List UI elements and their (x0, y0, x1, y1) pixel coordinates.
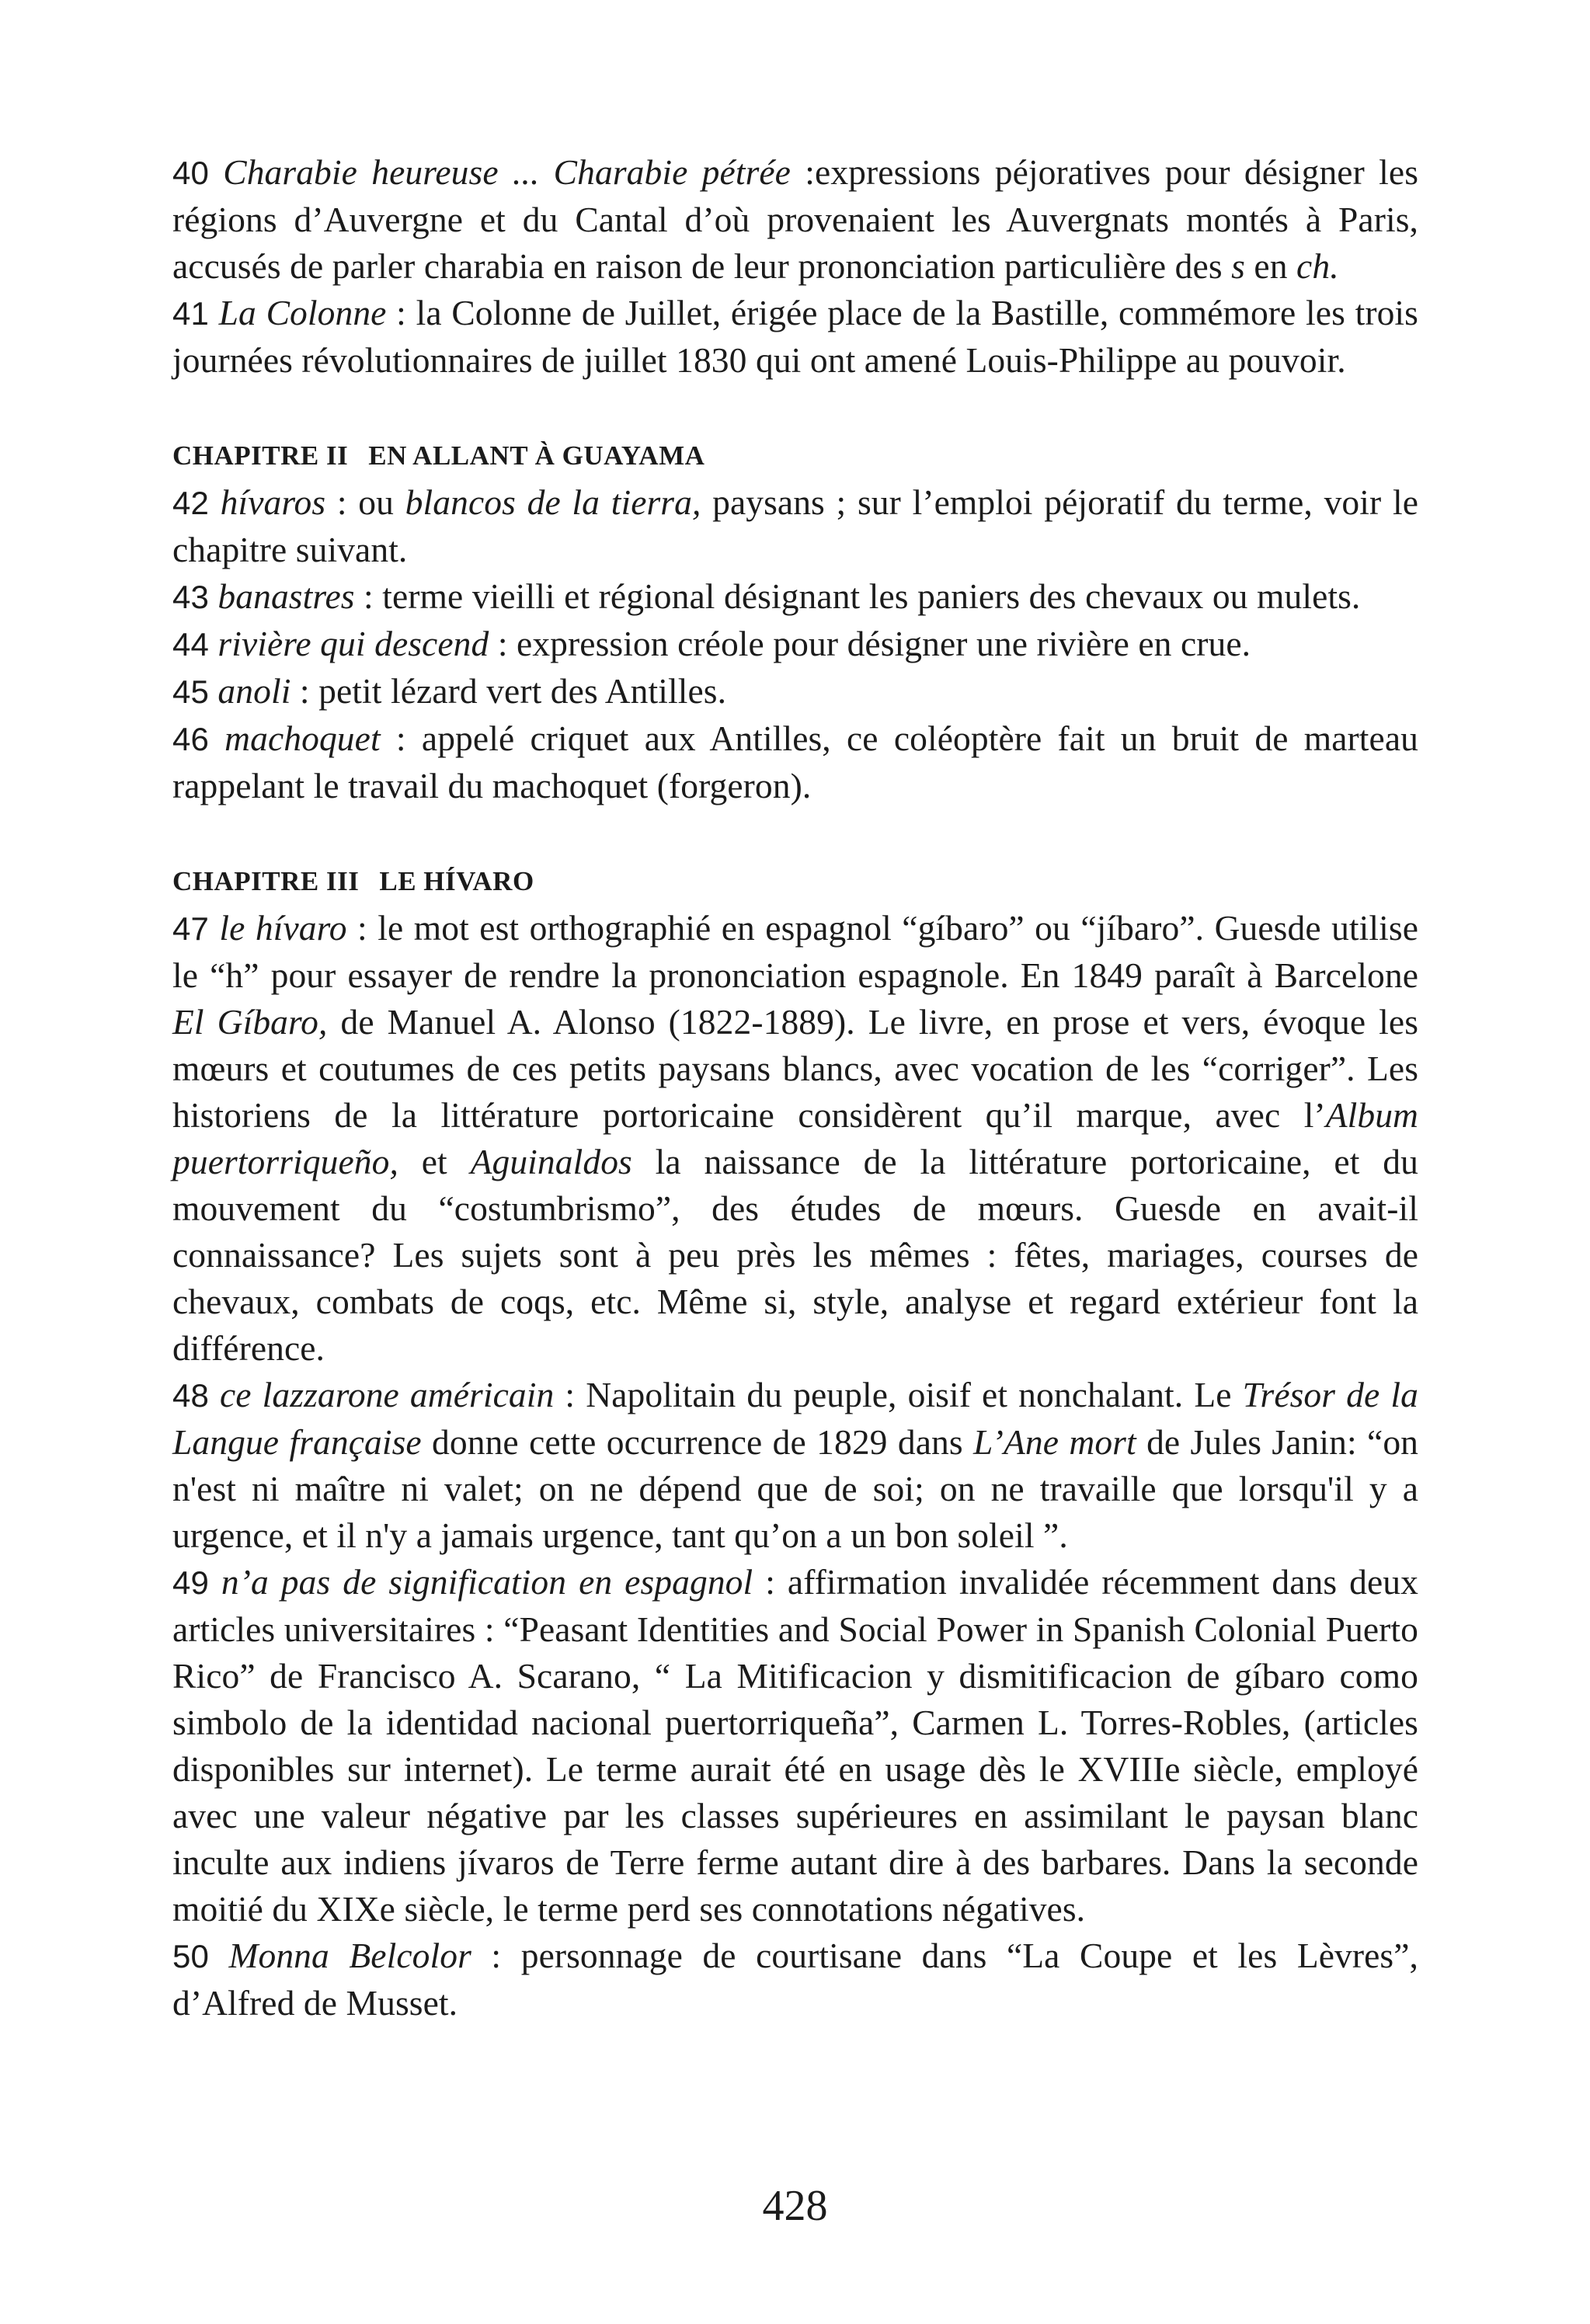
endnote: 40 Charabie heureuse ... Charabie pétrée :expressions péjoratives pour désigner les régions d’Auvergne et du Cantal d’où provenaient les Auvergnats montés à Paris, accusés de parler charabia en raison de leur prononciation particulière des s en ch. (172, 152, 1418, 286)
note-number: 50 (172, 1938, 209, 1974)
chapter-heading (172, 858, 1418, 905)
endnote: 42 hívaros : ou blancos de la tierra, paysans ; sur l’emploi péjoratif du terme, voir le chapitre suivant. (172, 482, 1418, 569)
chapter-number: CHAPITRE III (172, 866, 360, 896)
page-number: 428 (762, 2182, 828, 2230)
note-number: 40 (172, 155, 209, 191)
endnote: 45 anoli : petit lézard vert des Antilles. (172, 671, 727, 711)
note-number: 42 (172, 485, 209, 521)
chapter-heading (172, 433, 1418, 479)
note-number: 49 (172, 1564, 209, 1601)
endnote: 48 ce lazzarone américain : Napolitain du peuple, oisif et nonchalant. Le Trésor de la Langue française donne cette occurrence de 1829 dans L’Ane mort de Jules Janin: “on n'est ni maître ni valet; on ne dépend que de soi; on ne travaille que lorsqu'il y a urgence, et il n'y a jamais urgence, tant qu’on a un bon soleil ”. (172, 1375, 1419, 1555)
endnote: 46 machoquet : appelé criquet aux Antilles, ce coléoptère fait un bruit de marteau rappelant le travail du machoquet (forgeron). (172, 718, 1418, 805)
note-number: 44 (172, 626, 209, 663)
chapter-title: EN ALLANT À GUAYAMA (368, 440, 705, 471)
chapter-number: CHAPITRE II (172, 440, 349, 471)
endnote: 41 La Colonne : la Colonne de Juillet, érigée place de la Bastille, commémore les trois journées révolutionnaires de juillet 1830 qui ont amené Louis-Philippe au pouvoir. (172, 293, 1418, 380)
endnote: 43 banastres : terme vieilli et régional désignant les paniers des chevaux ou mulets. (172, 576, 1361, 616)
note-number: 45 (172, 673, 209, 710)
endnote: 47 le hívaro : le mot est orthographié en espagnol “gíbaro” ou “jíbaro”. Guesde utilise le “h” pour essayer de rendre la prononciation espagnole. En 1849 paraît à Barcelone El Gíbaro, de Manuel A. Alonso (1822-1889). Le livre, en prose et vers, évoque les mœurs et coutumes de ces petits paysans blancs, avec vocation de les “corriger”. Les historiens de la littérature portoricaine considèrent qu’il marque, avec l’Album puertorriqueño, et Aguinaldos la naissance de la littérature portoricaine, et du mouvement du “costumbrismo”, des études de mœurs. Guesde en avait-il connaissance? Les sujets sont à peu près les mêmes : fêtes, mariages, courses de chevaux, combats de coqs, etc. Même si, style, analyse et regard extérieur font la différence. (172, 908, 1419, 1368)
chapter-title: LE HÍVARO (379, 866, 534, 896)
endnote: 44 rivière qui descend : expression créole pour désigner une rivière en crue. (172, 624, 1251, 663)
note-number: 47 (172, 910, 209, 947)
endnotes-block (172, 149, 1418, 2027)
note-number: 41 (172, 295, 209, 332)
note-number: 43 (172, 579, 209, 615)
endnote: 49 n’a pas de signification en espagnol : affirmation invalidée récemment dans deux articles universitaires : “Peasant Identities and Social Power in Spanish Colonial Puerto Rico” de Francisco A. Scarano, “ La Mitificacion y dismitificacion de gíbaro como simbolo de la identidad nacional puertorriqueña”, Carmen L. Torres-Robles, (articles disponibles sur internet). Le terme aurait été en usage dès le XVIIIe siècle, employé avec une valeur négative par les classes supérieures en assimilant le paysan blanc inculte aux indiens jívaros de Terre ferme autant dire à des barbares. Dans la seconde moitié du XIXe siècle, le terme perd ses connotations négatives. (172, 1562, 1418, 1929)
note-number: 48 (172, 1377, 209, 1414)
endnote: 50 Monna Belcolor : personnage de courtisane dans “La Coupe et les Lèvres”, d’Alfred de Musset. (172, 1936, 1418, 2023)
note-number: 46 (172, 721, 209, 757)
